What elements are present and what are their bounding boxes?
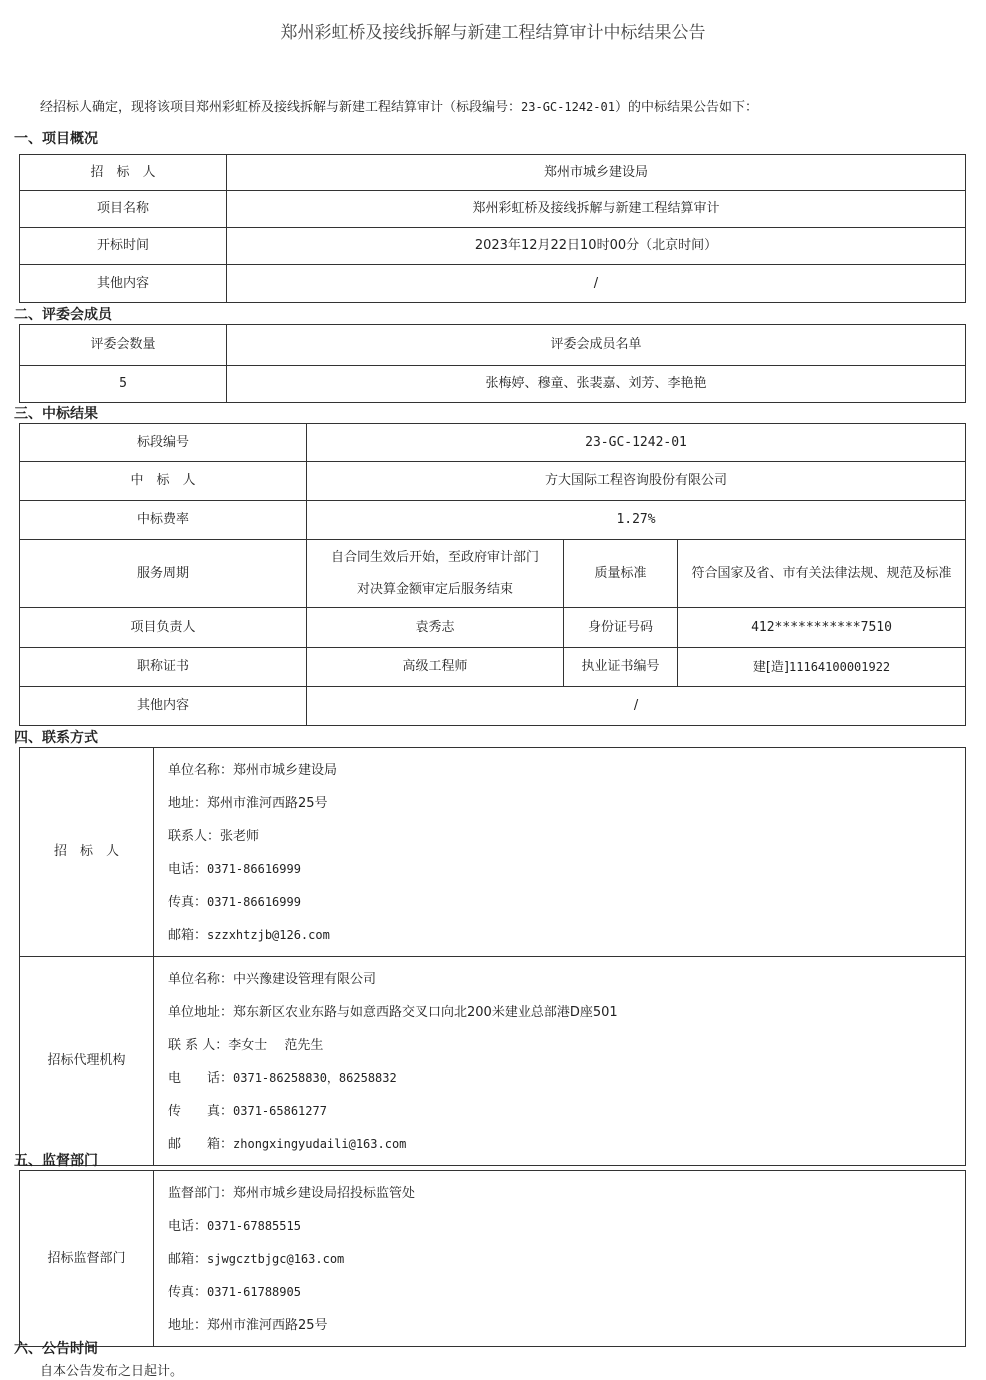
agency-person-label: 联 系 人： (168, 1038, 229, 1053)
intro-text-after: ）的中标结果公告如下： (614, 100, 758, 115)
license-number: 11164100001922 (789, 659, 891, 674)
manager-value: 袁秀志 (307, 608, 564, 648)
tenderer-fax-label: 传真： (168, 895, 208, 910)
tenderer-phone-label: 电话： (168, 862, 208, 877)
supervision-email-line (168, 1243, 965, 1276)
section-heading-announcement-time: 六、公告时间 (14, 1341, 98, 1357)
supervision-dept-value: 郑州市城乡建设局招投标监管处 (233, 1186, 416, 1201)
committee-count-value: 5 (20, 366, 227, 403)
tenderer-address-label: 地址： (168, 796, 208, 811)
license-prefix: 建[造] (752, 659, 790, 675)
manager-label: 项目负责人 (20, 608, 307, 648)
agency-fax-value: 0371-65861277 (233, 1104, 327, 1118)
intro-paragraph (40, 96, 758, 115)
period-label: 服务周期 (20, 540, 307, 608)
contact-tenderer-details (154, 748, 966, 957)
lot-label: 标段编号 (20, 424, 307, 462)
section-heading-overview: 一、项目概况 (14, 131, 98, 147)
supervision-address-line (168, 1309, 965, 1342)
tenderer-unit-line (168, 754, 965, 787)
tenderer-email-label: 邮箱： (168, 928, 208, 943)
tenderer-person-line (168, 820, 965, 853)
title-cert-label: 职称证书 (20, 648, 307, 687)
supervision-dept-label: 监督部门： (168, 1186, 234, 1201)
lot-value: 23-GC-1242-01 (307, 424, 966, 462)
tenderer-unit-value: 郑州市城乡建设局 (233, 763, 338, 778)
agency-email-link[interactable]: zhongxingyudaili@163.com (233, 1137, 407, 1151)
id-value: 412***********7510 (678, 608, 966, 648)
supervision-details (154, 1171, 966, 1347)
supervision-phone-label: 电话： (168, 1219, 208, 1234)
committee-members-value: 张梅婷、穆童、张裴嘉、刘芳、李艳艳 (227, 366, 966, 403)
open-time-label: 开标时间 (20, 228, 227, 265)
tenderer-email-link[interactable]: szzxhtzjb@126.com (207, 928, 330, 942)
contact-agency-details (154, 957, 966, 1166)
agency-fax-line (168, 1095, 965, 1128)
supervision-dept-line (168, 1177, 965, 1210)
agency-person-value: 李女士 范先生 (228, 1038, 324, 1053)
result-table (19, 423, 966, 726)
supervision-address-label: 地址： (168, 1318, 208, 1333)
section-heading-committee: 二、评委会成员 (14, 307, 112, 323)
agency-unit-label: 单位名称： (168, 972, 234, 987)
agency-phone-line (168, 1062, 965, 1095)
period-line-2: 对决算金额审定后服务结束 (356, 581, 513, 597)
agency-address-line (168, 996, 965, 1029)
supervision-address-value: 郑州市淮河西路25号 (207, 1318, 328, 1333)
committee-count-label: 评委会数量 (20, 325, 227, 366)
title-cert-value: 高级工程师 (307, 648, 564, 687)
tenderer-person-value: 张老师 (220, 829, 260, 844)
result-other-value: / (307, 687, 966, 726)
agency-email-label: 邮 箱： (168, 1137, 234, 1152)
intro-lot-code: 23-GC-1242-01 (521, 100, 615, 114)
supervision-email-label: 邮箱： (168, 1252, 208, 1267)
tenderer-fax-value: 0371-86616999 (207, 895, 301, 909)
contact-tenderer-label: 招 标 人 (20, 748, 154, 957)
quality-label: 质量标准 (564, 540, 678, 608)
supervision-label: 招标监督部门 (20, 1171, 154, 1347)
intro-text-before: 经招标人确定，现将该项目郑州彩虹桥及接线拆解与新建工程结算审计（标段编号： (40, 100, 522, 115)
agency-person-line (168, 1029, 965, 1062)
page-title: 郑州彩虹桥及接线拆解与新建工程结算审计中标结果公告 (280, 23, 706, 43)
agency-address-value: 郑东新区农业东路与如意西路交叉口向北200米建业总部港D座501 (233, 1005, 618, 1020)
supervision-fax-label: 传真： (168, 1285, 208, 1300)
tenderer-fax-line (168, 886, 965, 919)
id-label: 身份证号码 (564, 608, 678, 648)
overview-table (19, 154, 966, 303)
section-heading-supervision: 五、监督部门 (14, 1153, 98, 1169)
agency-email-line (168, 1128, 965, 1161)
open-time-value: 2023年12月22日10时00分（北京时间） (227, 228, 966, 265)
period-value (307, 540, 564, 608)
license-value (678, 648, 966, 687)
contact-agency-label: 招标代理机构 (20, 957, 154, 1166)
supervision-fax-value: 0371-61788905 (207, 1285, 301, 1299)
tenderer-label: 招 标 人 (20, 155, 227, 191)
committee-table (19, 324, 966, 403)
overview-other-label: 其他内容 (20, 265, 227, 303)
section-heading-contact: 四、联系方式 (14, 730, 98, 746)
supervision-table (19, 1170, 966, 1347)
agency-unit-value: 中兴豫建设管理有限公司 (233, 972, 377, 987)
agency-unit-line (168, 963, 965, 996)
quality-value: 符合国家及省、市有关法律法规、规范及标准 (678, 540, 966, 608)
result-other-label: 其他内容 (20, 687, 307, 726)
tenderer-person-label: 联系人： (168, 829, 221, 844)
license-label: 执业证书编号 (564, 648, 678, 687)
overview-other-value: / (227, 265, 966, 303)
supervision-fax-line (168, 1276, 965, 1309)
tenderer-phone-value: 0371-86616999 (207, 862, 301, 876)
announcement-time-text: 自本公告发布之日起计。 (40, 1364, 184, 1379)
tenderer-phone-line (168, 853, 965, 886)
contact-table (19, 747, 966, 1166)
supervision-phone-value: 0371-67885515 (207, 1219, 301, 1233)
period-line-1: 自合同生效后开始，至政府审计部门 (330, 549, 539, 565)
winner-value: 方大国际工程咨询股份有限公司 (307, 462, 966, 501)
tenderer-email-line (168, 919, 965, 952)
tenderer-unit-label: 单位名称： (168, 763, 234, 778)
agency-fax-label: 传 真： (168, 1104, 234, 1119)
project-name-value: 郑州彩虹桥及接线拆解与新建工程结算审计 (227, 191, 966, 228)
rate-value: 1.27% (307, 501, 966, 540)
tenderer-address-value: 郑州市淮河西路25号 (207, 796, 328, 811)
supervision-email-link[interactable]: sjwgcztbjgc@163.com (207, 1252, 345, 1266)
section-heading-result: 三、中标结果 (14, 406, 98, 422)
committee-list-label: 评委会成员名单 (227, 325, 966, 366)
rate-label: 中标费率 (20, 501, 307, 540)
tenderer-address-line (168, 787, 965, 820)
agency-phone-value: 0371-86258830，86258832 (233, 1071, 397, 1085)
agency-address-label: 单位地址： (168, 1005, 234, 1020)
project-name-label: 项目名称 (20, 191, 227, 228)
winner-label: 中 标 人 (20, 462, 307, 501)
tenderer-value: 郑州市城乡建设局 (227, 155, 966, 191)
agency-phone-label: 电 话： (168, 1071, 234, 1086)
supervision-phone-line (168, 1210, 965, 1243)
